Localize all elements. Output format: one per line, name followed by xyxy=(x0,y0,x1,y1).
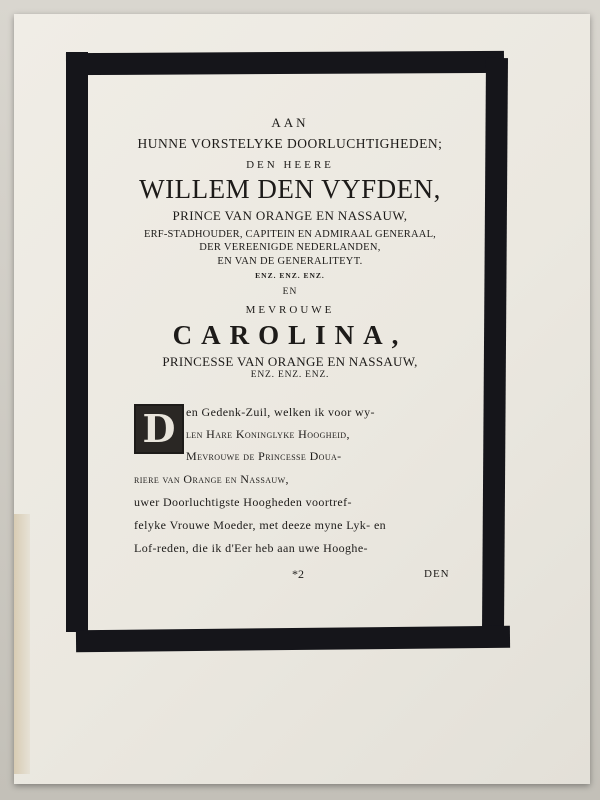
catchword: DEN xyxy=(424,568,450,580)
line-den-heere: DEN HEERE xyxy=(246,158,334,171)
line-en: EN xyxy=(282,286,298,297)
line-carolina: CAROLINA, xyxy=(172,320,408,350)
border-bottom xyxy=(76,626,510,653)
initial-letter: D xyxy=(142,406,176,451)
body-line-3: Mevrouwe de Princesse Doua- xyxy=(186,449,342,463)
border-right xyxy=(482,58,508,630)
body-line-5: uwer Doorluchtigste Hoogheden voortref- xyxy=(134,495,352,509)
line-mevrouwe: MEVROUWE xyxy=(245,304,335,316)
page-edge xyxy=(14,514,30,774)
signature-mark: *2 xyxy=(292,567,304,581)
line-prince: PRINCE VAN ORANGE EN NASSAUW, xyxy=(172,207,408,223)
line-der: DER VEREENIGDE NEDERLANDEN, xyxy=(199,242,381,253)
line-hunne: HUNNE VORSTELYKE DOORLUCHTIGHEDEN; xyxy=(137,136,443,151)
line-enz-2: ENZ. ENZ. ENZ. xyxy=(250,370,330,380)
body-line-1: en Gedenk-Zuil, welken ik voor wy- xyxy=(186,405,375,419)
body-line-7: Lof-reden, die ik d'Eer heb aan uwe Hooghe- xyxy=(134,541,368,555)
line-willem: WILLEM DEN VYFDEN, xyxy=(139,173,441,204)
body-line-6: felyke Vrouwe Moeder, met deeze myne Lyk- en xyxy=(134,518,387,532)
dedication-heading xyxy=(110,108,470,381)
border-left xyxy=(66,52,88,632)
body-line-4: riere van Orange en Nassauw, xyxy=(134,472,289,486)
line-erf-stadhouder: ERF-STADHOUDER, CAPITEIN EN ADMIRAAL GENERAAL, xyxy=(143,228,437,240)
body-line-2: len Hare Koninglyke Hoogheid, xyxy=(186,427,350,441)
line-aan: AAN xyxy=(271,115,309,130)
border-top xyxy=(66,51,504,75)
line-enz-1: ENZ. ENZ. ENZ. xyxy=(255,271,325,280)
decorated-initial xyxy=(134,404,184,454)
line-princesse: PRINCESSE VAN ORANGE EN NASSAUW, xyxy=(162,354,418,369)
line-en-van: EN VAN DE GENERALITEYT. xyxy=(217,255,363,267)
